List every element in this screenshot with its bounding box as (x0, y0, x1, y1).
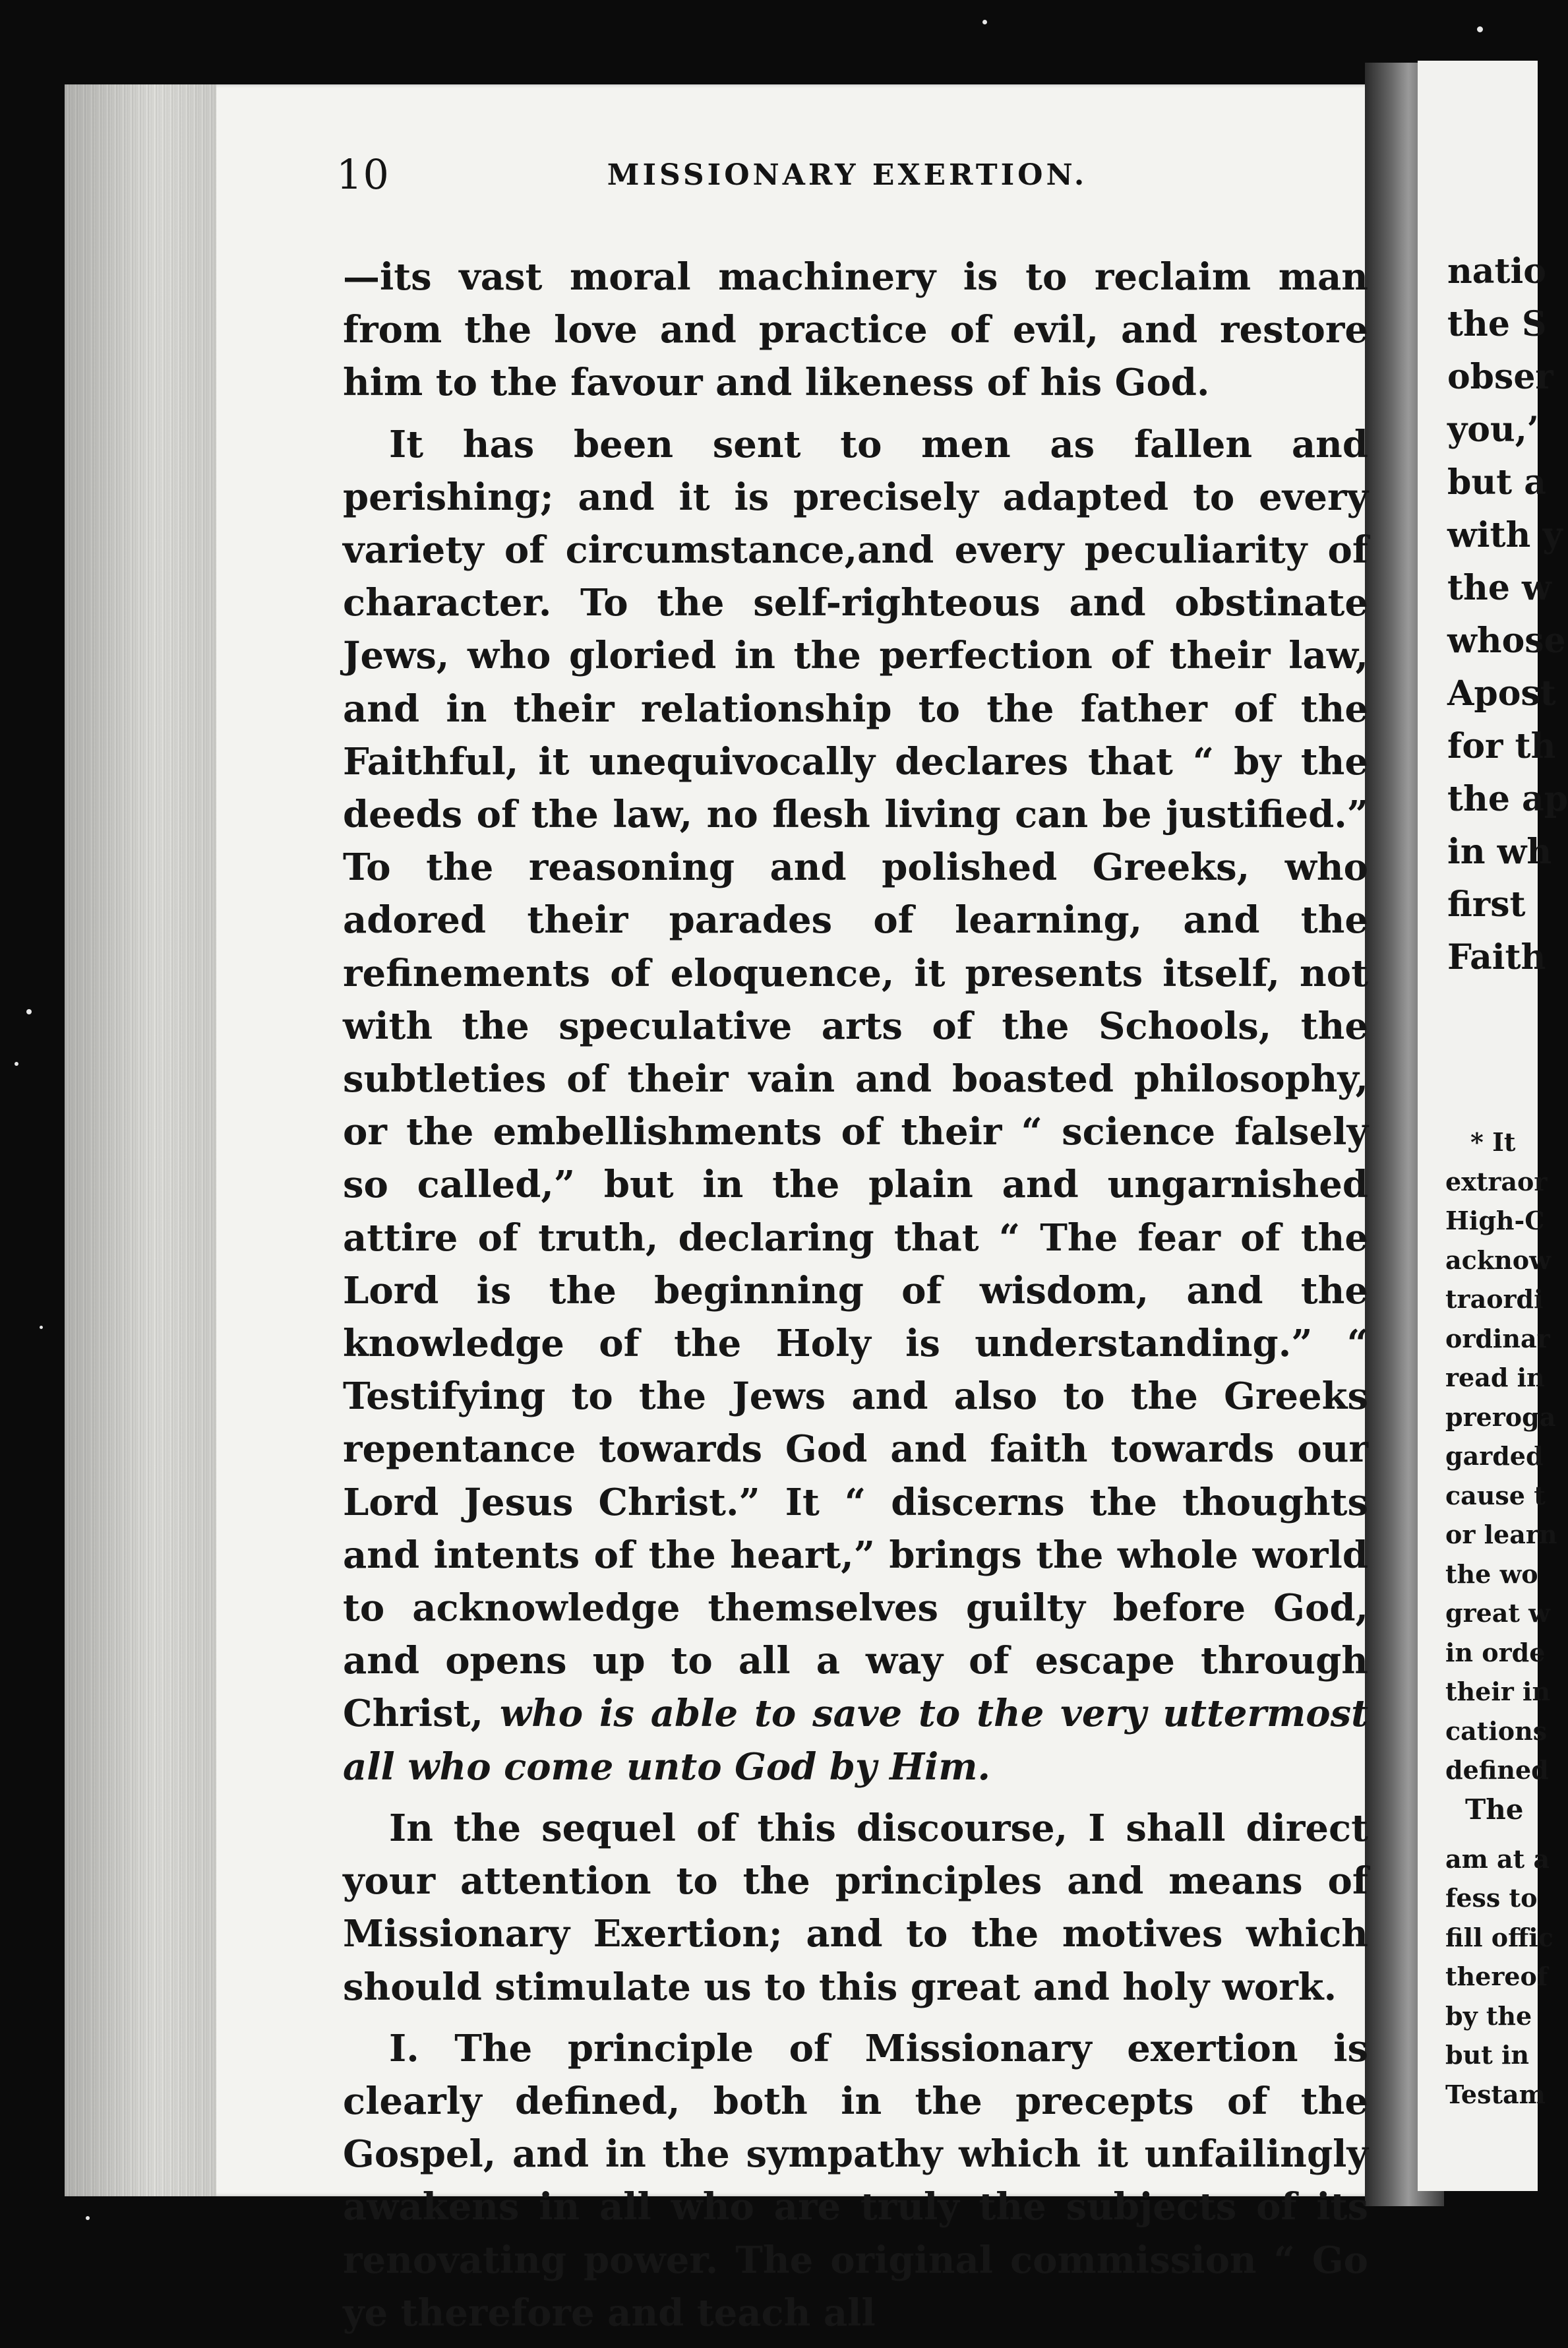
right-page-line: obser (1447, 357, 1553, 397)
right-page-line: Apost (1447, 673, 1556, 714)
footnote-line: read in (1445, 1363, 1545, 1392)
footnote-line: or learn (1445, 1520, 1557, 1549)
paragraph-text: In the sequel of this discourse, I shall direct your attention to the principles and means of Missionary Exertion; and to the motives which should stimulate us to this great and holy work. (343, 1806, 1368, 2009)
footnote-line: ordinar (1445, 1323, 1550, 1353)
paragraph-italic-text: who is able to save to the very uttermost all who come unto God by Him. (343, 1692, 1369, 1789)
right-page (1418, 61, 1568, 2191)
right-page-footnotes (1445, 1123, 1557, 2114)
footnote-line: cations (1445, 1715, 1548, 1746)
footnote-line: their in (1445, 1677, 1551, 1706)
footnote-line: The (1465, 1793, 1524, 1826)
paragraph (343, 1802, 1368, 2014)
footnote-line: traordi (1445, 1284, 1544, 1314)
footnote-line: cause t (1445, 1480, 1546, 1510)
running-title: MISSIONARY EXERTION. (607, 158, 1088, 192)
right-page-line: you,’ (1447, 410, 1539, 450)
page-number: 10 (336, 150, 390, 199)
scan-speckle (1477, 26, 1483, 32)
scan-speckle (40, 1326, 43, 1329)
paragraph (343, 2022, 1368, 2339)
footnote-line: garded (1445, 1441, 1544, 1471)
paragraph-text: It has been sent to men as fallen and perishing; and it is precisely adapted to every variety of circumstance,and every peculiarity of character. To the self-righteous and obstinate Jews, who gloried in the perfection of their law, and in their relationship to the father of the Faithful, it unequivocally declares that “ by the deeds of the law, no flesh living can be justified.” To the reasoning and polished Greeks, who adored their parades of learning, and the refinements of eloquence, it presents itself, not with the speculative arts of the Schools, the subtleties of their vain and boasted philosophy, or the embellishments of their “ science falsely so called,” but in the plain and ungarnished attire of truth, declaring that “ The fear of the Lord is the beginning of wisdom, and the knowledge of the Holy is understanding.” “ Testifying to the Jews and also to the Greeks repentance towards God and faith towards our Lord Jesus Christ.” It “ discerns the thoughts and intents of the heart,” brings the whole world to acknowledge themselves guilty before God, and opens up to all a way of escape through Christ, (343, 422, 1368, 1736)
right-page-line: for th (1447, 726, 1556, 766)
paragraph-text: —its vast moral machinery is to reclaim man from the love and practice of evil, and restore him to the favour and likeness of his God. (343, 255, 1368, 405)
scan-speckle (982, 20, 987, 24)
footnote-line: by the (1445, 2000, 1532, 2031)
paragraph (343, 251, 1368, 410)
footnote-line: defined (1445, 1755, 1549, 1785)
footnote-line: great w (1445, 1598, 1550, 1628)
footnote-line: High-C (1445, 1206, 1545, 1235)
paragraph (343, 418, 1368, 1793)
right-page-line: Faith (1447, 937, 1546, 977)
footnote-line: preroga (1445, 1402, 1556, 1432)
footnote-line: the wo (1445, 1559, 1538, 1589)
footnote-line: * It (1470, 1127, 1516, 1157)
right-page-line: first (1447, 884, 1526, 925)
right-page-line: in wh (1447, 832, 1552, 872)
right-page-line: the ap (1447, 779, 1568, 819)
paragraph-text: I. The principle of Missionary exertion is clearly defined, both in the precepts of the Gospel, and in the sympathy which it unfailingly awakens in all who are truly the subjects of its renovating power. The original commission “ Go ye therefore and teach all (343, 2026, 1368, 2335)
footnote-line: but in (1445, 2040, 1530, 2070)
scan-speckle (26, 1009, 32, 1014)
scan-speckle (15, 1062, 18, 1066)
right-page-text (1447, 245, 1568, 984)
footnote-line: thereof (1445, 1962, 1548, 1991)
scan-speckle (86, 2216, 90, 2220)
page-header (336, 150, 1372, 210)
right-page-line: the w (1447, 568, 1552, 608)
footnote-line: fill offic (1445, 1922, 1553, 1952)
right-page-line: the S (1447, 304, 1547, 344)
footnote-line: fess to (1445, 1883, 1538, 1913)
right-page-line: with y (1447, 515, 1563, 555)
page-fore-edge (65, 84, 216, 2196)
footnote-line: extraor (1445, 1166, 1548, 1196)
footnote-line: Testam (1445, 2079, 1546, 2109)
page-body (343, 251, 1368, 2348)
footnote-line: am at a (1445, 1843, 1550, 1874)
footnote-line: in orde (1445, 1637, 1546, 1667)
right-page-line: whose (1447, 621, 1566, 661)
footnote-line: acknow (1445, 1245, 1551, 1275)
right-page-line: natio (1447, 251, 1546, 292)
right-page-line: but a (1447, 462, 1546, 503)
